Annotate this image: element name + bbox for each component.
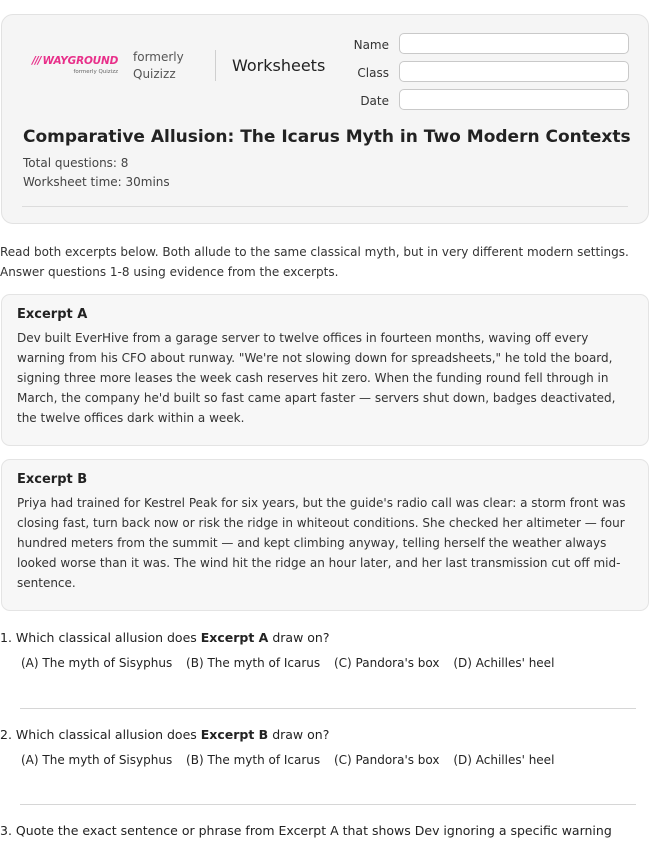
header-rule: [22, 206, 628, 207]
excerpt-heading: Excerpt B: [17, 472, 88, 487]
answer-line: [20, 804, 636, 805]
header-divider: [215, 50, 216, 81]
class-label: Class: [357, 66, 389, 80]
question-1: 1. Which classical allusion does Excerpt A draw on?: [0, 630, 330, 645]
question-2-options: [21, 753, 564, 767]
class-field[interactable]: [399, 61, 629, 82]
excerpt-a: [1, 294, 649, 446]
answer-line: [20, 708, 636, 709]
option-a[interactable]: (A) The myth of Sisyphus: [21, 753, 173, 767]
excerpt-b: [1, 459, 649, 611]
worksheet-header: [1, 14, 649, 224]
question-number: 3.: [0, 823, 12, 838]
question-2: 2. Which classical allusion does Excerpt B draw on?: [0, 727, 330, 742]
excerpt-heading: Excerpt A: [17, 307, 88, 322]
total-questions: Total questions: 8: [23, 156, 129, 170]
question-1-options: [21, 656, 564, 670]
worksheet-title: Comparative Allusion: The Icarus Myth in Two Modern Contexts: [23, 127, 631, 147]
date-field[interactable]: [399, 89, 629, 110]
excerpt-body: Dev built EverHive from a garage server to twelve offices in fourteen months, waving off every warning from his CFO about runway. "We're not slowing down for spreadsheets," he told the board, signing three more leases the week cash reserves hit zero. When the funding round fell through in March, the company he'd built so fast came apart faster — servers shut down, badges deactivated, the twelve offices dark within a week.: [17, 331, 616, 425]
instructions: Read both excerpts below. Both allude to the same classical myth, but in very different modern settings. Answer questions 1-8 using evidence from the excerpts.: [0, 245, 629, 279]
excerpt-body: Priya had trained for Kestrel Peak for six years, but the guide's radio call was clear: a storm front was closing fast, turn back now or risk the ridge in whiteout conditions. She checked her altimeter — four hundred meters from the summit — and kept climbing anyway, telling herself the weather always looked worse than it was. The wind hit the ridge an hour later, and her last transmission cut off mid-sentence.: [17, 496, 626, 590]
option-b[interactable]: (B) The myth of Icarus: [186, 753, 321, 767]
date-label: Date: [360, 94, 389, 108]
formerly-note: formerly Quizizz: [133, 50, 184, 81]
option-c[interactable]: (C) Pandora's box: [333, 656, 440, 670]
worksheet-time: Worksheet time: 30mins: [23, 175, 170, 189]
wayground-logo: /// WAYGROUND formerly Quizizz: [32, 55, 119, 75]
section-title: Worksheets: [232, 56, 326, 75]
option-a[interactable]: (A) The myth of Sisyphus: [21, 656, 173, 670]
option-b[interactable]: (B) The myth of Icarus: [186, 656, 321, 670]
logo-subtext: formerly Quizizz: [73, 69, 118, 75]
logo-text: WAYGROUND: [42, 55, 119, 67]
option-d[interactable]: (D) Achilles' heel: [453, 656, 555, 670]
option-c[interactable]: (C) Pandora's box: [333, 753, 440, 767]
question-number: 2.: [0, 727, 12, 742]
name-label: Name: [353, 38, 389, 52]
question-3: 3. Quote the exact sentence or phrase from Excerpt A that shows Dev ignoring a specific warning: [0, 823, 612, 838]
option-d[interactable]: (D) Achilles' heel: [453, 753, 555, 767]
name-field[interactable]: [399, 33, 629, 54]
question-number: 1.: [0, 630, 12, 645]
